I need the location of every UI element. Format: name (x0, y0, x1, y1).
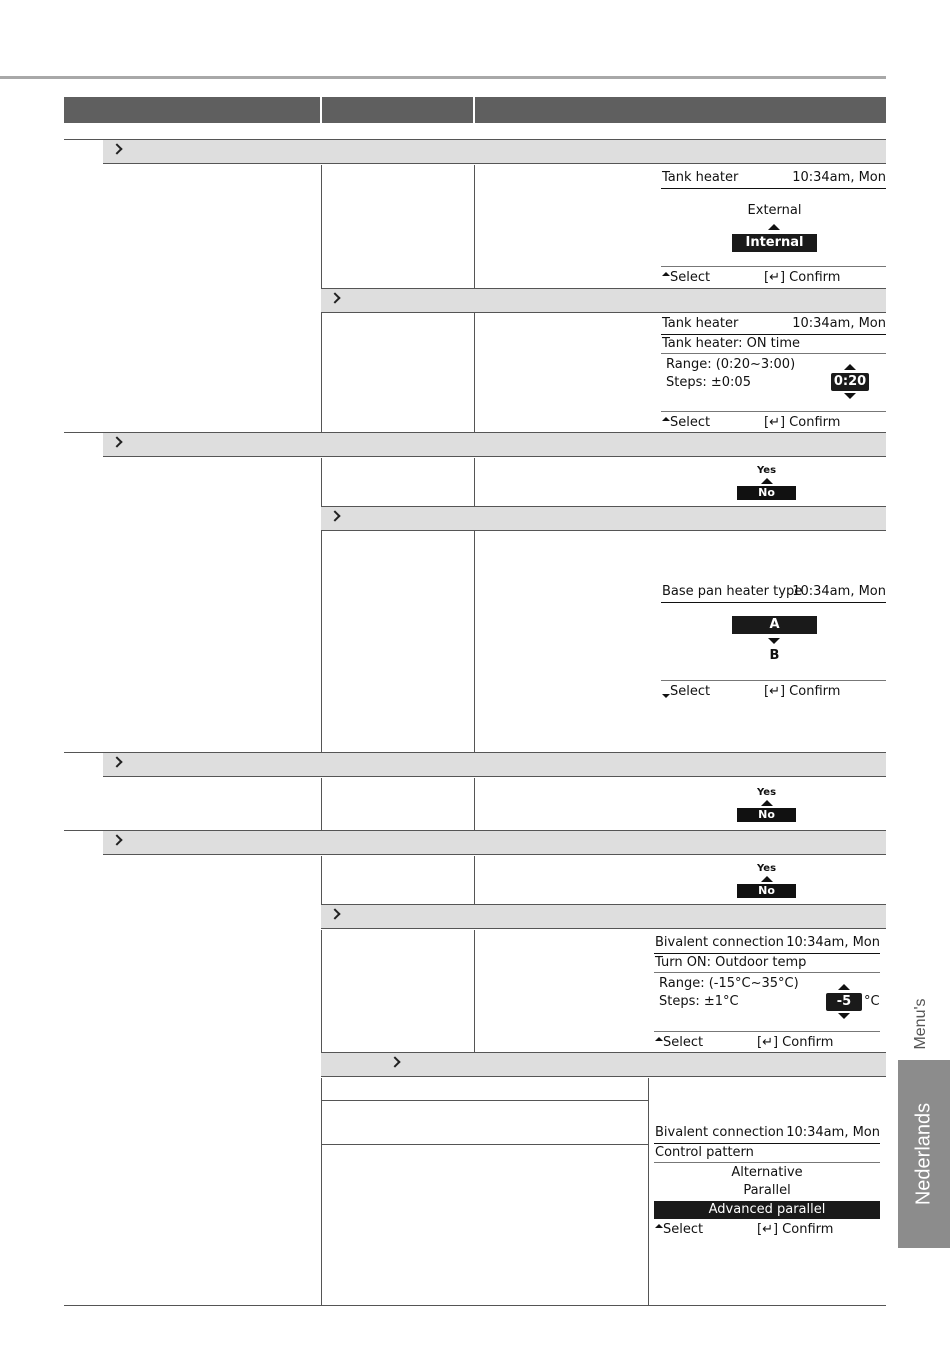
chevron-right-icon (329, 510, 340, 521)
range-text: Range: (-15°C~35°C) (659, 976, 799, 991)
arrow-up-icon (761, 800, 773, 806)
arrow-down-icon (768, 638, 780, 644)
up-arrow-icon (662, 272, 670, 276)
top-rule (0, 76, 886, 79)
arrow-up-icon (838, 984, 850, 990)
lcd-clock: 10:34am, Mon (792, 316, 886, 331)
menu-band-1[interactable] (103, 139, 886, 164)
option-a-selected[interactable]: A (732, 616, 817, 634)
col-rule (474, 930, 475, 1052)
col-rule (321, 531, 322, 752)
submenu-band-1[interactable] (321, 288, 886, 313)
chevron-right-icon (111, 756, 122, 767)
lcd-footer (661, 411, 886, 431)
table-bottom-rule (64, 1305, 886, 1306)
header-col-1 (64, 97, 320, 123)
arrow-up-icon (844, 364, 856, 370)
option-internal-selected[interactable]: Internal (732, 234, 817, 252)
option-b[interactable]: B (769, 648, 780, 663)
col-rule (321, 1078, 322, 1305)
col-rule (474, 531, 475, 752)
up-arrow-icon (662, 417, 670, 421)
option-yes[interactable]: Yes (756, 465, 777, 476)
submenu-band-4[interactable] (321, 1052, 886, 1077)
menu-band-3[interactable] (103, 752, 886, 777)
value-box[interactable]: -5 (826, 993, 862, 1011)
col-rule (474, 458, 475, 506)
lcd-title: Tank heater (662, 316, 739, 331)
lcd-subtitle (654, 1145, 880, 1163)
col-rule (474, 313, 475, 432)
col-rule (321, 458, 322, 506)
lcd-clock: 10:34am, Mon (792, 170, 886, 185)
lcd-footer (654, 1221, 880, 1241)
lcd-subtitle-text: Tank heater: ON time (662, 336, 801, 351)
footer-select: Select (670, 684, 711, 699)
lcd-subtitle (661, 336, 886, 354)
lcd-subtitle-text: Turn ON: Outdoor temp (655, 955, 807, 970)
arrow-up-icon (761, 876, 773, 882)
lcd-title: Base pan heater type (662, 584, 803, 599)
lcd-title-bar (661, 170, 886, 189)
col-rule (321, 930, 322, 1052)
arrow-down-icon (844, 393, 856, 399)
chevron-right-icon (329, 292, 340, 303)
chevron-right-icon (389, 1056, 400, 1067)
col-rule (474, 856, 475, 904)
option-yes[interactable]: Yes (756, 863, 777, 874)
col-rule (321, 856, 322, 904)
lcd-clock: 10:34am, Mon (786, 935, 880, 950)
lcd-title: Tank heater (662, 170, 739, 185)
chevron-right-icon (111, 834, 122, 845)
row-rule (321, 1144, 648, 1145)
footer-confirm: [↵] Confirm (764, 270, 841, 285)
lcd-title: Bivalent connection (655, 935, 784, 950)
language-tab-label: Nederlands (912, 1102, 935, 1206)
chevron-right-icon (111, 436, 122, 447)
row-rule (321, 1100, 648, 1101)
header-col-2 (322, 97, 473, 123)
footer-select: Select (670, 270, 711, 285)
header-col-3 (475, 97, 886, 123)
menu-band-4[interactable] (103, 830, 886, 855)
option-alternative[interactable]: Alternative (731, 1165, 803, 1180)
submenu-band-3[interactable] (321, 904, 886, 929)
col-rule (474, 778, 475, 830)
col-rule (321, 778, 322, 830)
range-text: Range: (0:20~3:00) (666, 357, 796, 372)
arrow-up-icon (761, 478, 773, 484)
lcd-footer (654, 1031, 880, 1051)
col-rule (648, 1078, 649, 1305)
lcd-clock: 10:34am, Mon (786, 1125, 880, 1140)
footer-select: Select (670, 415, 711, 430)
col-rule (321, 165, 322, 288)
lcd-title-bar (661, 316, 886, 335)
unit-text: °C (864, 994, 880, 1009)
arrow-up-icon (768, 224, 780, 230)
arrow-down-icon (838, 1013, 850, 1019)
chevron-right-icon (111, 143, 122, 154)
option-no-selected[interactable]: No (737, 884, 796, 898)
down-arrow-icon (662, 694, 670, 698)
lcd-clock: 10:34am, Mon (792, 584, 886, 599)
footer-confirm: [↵] Confirm (757, 1035, 834, 1050)
option-no-selected[interactable]: No (737, 808, 796, 822)
option-parallel[interactable]: Parallel (743, 1183, 791, 1198)
footer-confirm: [↵] Confirm (764, 684, 841, 699)
lcd-subtitle (654, 955, 880, 973)
option-yes[interactable]: Yes (756, 787, 777, 798)
menu-band-2[interactable] (103, 432, 886, 457)
lcd-footer (661, 680, 886, 700)
option-advanced-parallel-selected[interactable]: Advanced parallel (654, 1201, 880, 1219)
lcd-title-bar (654, 1125, 880, 1144)
language-tab[interactable] (898, 1060, 950, 1248)
footer-confirm: [↵] Confirm (757, 1222, 834, 1237)
chevron-right-icon (329, 908, 340, 919)
value-box[interactable]: 0:20 (831, 373, 869, 391)
footer-select: Select (663, 1222, 704, 1237)
steps-text: Steps: ±1°C (659, 994, 739, 1009)
option-no-selected[interactable]: No (737, 486, 796, 500)
lcd-title-bar (661, 584, 886, 603)
footer-confirm: [↵] Confirm (764, 415, 841, 430)
lcd-title: Bivalent connection (655, 1125, 784, 1140)
footer-select: Select (663, 1035, 704, 1050)
section-label-text: Menu's (912, 998, 929, 1050)
steps-text: Steps: ±0:05 (666, 375, 751, 390)
lcd-title-bar (654, 935, 880, 954)
col-rule (474, 165, 475, 288)
section-label (906, 1000, 936, 1048)
submenu-band-2[interactable] (321, 506, 886, 531)
lcd-footer (661, 266, 886, 286)
option-external[interactable]: External (747, 203, 802, 218)
up-arrow-icon (655, 1224, 663, 1228)
up-arrow-icon (655, 1037, 663, 1041)
col-rule (321, 313, 322, 432)
lcd-subtitle-text: Control pattern (655, 1145, 754, 1160)
